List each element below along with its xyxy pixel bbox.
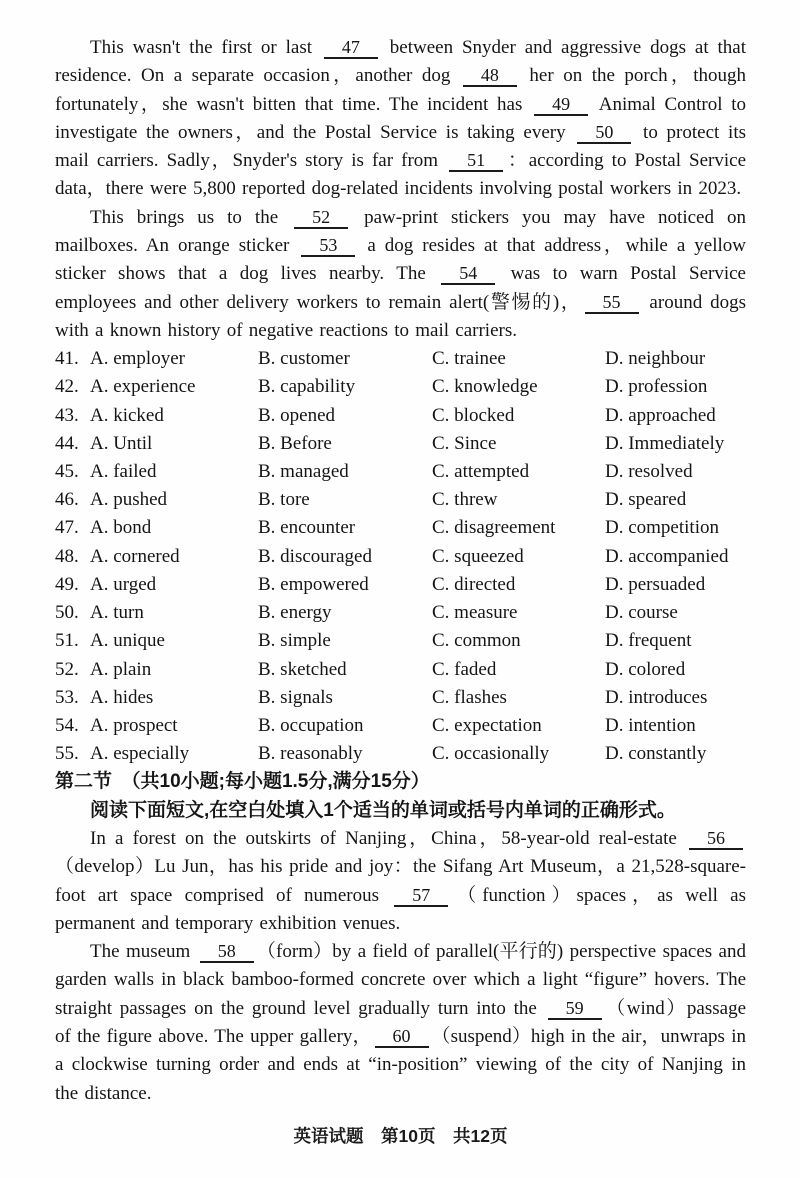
option-b: B. opened	[258, 404, 336, 426]
cloze-passage	[55, 34, 746, 345]
option-d: D. approached	[605, 404, 716, 426]
blank-49: 49	[534, 94, 588, 116]
option-d: D. accompanied	[605, 545, 729, 567]
option-a: A. kicked	[90, 404, 164, 426]
fill-in-paragraph-2: The museum 58 （form）by a field of parallel(平行的) perspective spaces and garden walls in black bamboo-formed concrete over which a light “figure” hovers. The straight passages on the ground level gradually turn into the 59 （wind）passage of the figure above. The upper gallery， 60 （suspend）high in the air，unwraps in a clockwise turning order and ends at “in-position” viewing of the city of Nanjing in the distance.	[55, 941, 747, 1104]
option-d: D. persuaded	[605, 573, 706, 595]
option-a: A. pushed	[90, 489, 168, 511]
question-number: 48.	[55, 545, 79, 567]
option-a: A. bond	[90, 517, 152, 539]
option-d: D. colored	[605, 658, 686, 680]
option-b: B. encounter	[258, 517, 356, 539]
option-b: B. sketched	[258, 658, 347, 680]
blank-60: 60	[375, 1026, 429, 1048]
question-number: 52.	[55, 658, 79, 680]
option-a: A. experience	[90, 376, 196, 398]
option-a: A. urged	[90, 573, 157, 595]
question-number: 41.	[55, 348, 79, 370]
option-b: B. signals	[258, 686, 333, 708]
option-b: B. Before	[258, 432, 332, 454]
blank-54: 54	[441, 263, 495, 285]
option-row	[55, 514, 746, 542]
option-c: C. faded	[432, 658, 497, 680]
option-c: C. common	[432, 630, 521, 652]
question-number: 49.	[55, 573, 79, 595]
option-d: D. competition	[605, 517, 719, 539]
blank-55: 55	[585, 292, 639, 314]
option-a: A. plain	[90, 658, 152, 680]
blank-48: 48	[463, 65, 517, 87]
cloze-paragraph-2: This brings us to the 52 paw-print stickers you may have noticed on mailboxes. An orange sticker 53 a dog resides at that address，while a yellow sticker shows that a dog lives nearby. The 54 was to warn Postal Service employees and other delivery workers to remain alert(警惕的)， 55 around dogs with a known history of negative reactions to mail carriers.	[55, 206, 746, 341]
option-c: C. measure	[432, 602, 518, 624]
option-row	[55, 373, 746, 401]
question-number: 42.	[55, 376, 79, 398]
option-b: B. tore	[258, 489, 310, 511]
option-c: C. squeezed	[432, 545, 524, 567]
blank-50: 50	[577, 122, 631, 144]
option-row	[55, 684, 746, 712]
blank-57: 57	[394, 885, 448, 907]
option-d: D. constantly	[605, 743, 707, 765]
option-c: C. Since	[432, 432, 497, 454]
blank-53: 53	[301, 235, 355, 257]
option-row	[55, 345, 746, 373]
option-c: C. flashes	[432, 686, 507, 708]
option-row	[55, 740, 746, 768]
blank-56: 56	[689, 828, 743, 850]
option-d: D. introduces	[605, 686, 708, 708]
option-c: C. attempted	[432, 461, 530, 483]
option-row	[55, 402, 746, 430]
blank-52: 52	[294, 207, 348, 229]
option-row	[55, 599, 746, 627]
option-b: B. capability	[258, 376, 356, 398]
option-d: D. Immediately	[605, 432, 725, 454]
blank-51: 51	[449, 150, 503, 172]
option-a: A. failed	[90, 461, 157, 483]
option-c: C. knowledge	[432, 376, 538, 398]
option-b: B. discouraged	[258, 545, 372, 567]
option-a: A. employer	[90, 348, 185, 370]
option-row	[55, 430, 746, 458]
option-c: C. directed	[432, 573, 516, 595]
fill-in-paragraph-1: In a forest on the outskirts of Nanjing，China，58-year-old real-estate 56（develop）Lu Jun，has his pride and joy：the Sifang Art Museum，a 21,528-square-foot art space comprised of numerous 57 （function）spaces，as well as permanent and temporary exhibition venues.	[55, 827, 746, 934]
option-row	[55, 627, 746, 655]
option-c: C. expectation	[432, 714, 542, 736]
section-2-heading: 第二节 （共10小题;每小题1.5分,满分15分）	[55, 771, 430, 793]
question-number: 46.	[55, 489, 79, 511]
question-number: 51.	[55, 630, 79, 652]
option-row	[55, 458, 746, 486]
option-d: D. frequent	[605, 630, 692, 652]
option-a: A. especially	[90, 743, 190, 765]
option-c: C. blocked	[432, 404, 515, 426]
options-table	[55, 345, 746, 768]
option-d: D. neighbour	[605, 348, 706, 370]
option-a: A. turn	[90, 602, 144, 624]
option-row	[55, 571, 746, 599]
option-b: B. simple	[258, 630, 331, 652]
option-d: D. resolved	[605, 461, 693, 483]
option-b: B. reasonably	[258, 743, 363, 765]
question-number: 54.	[55, 714, 79, 736]
option-c: C. trainee	[432, 348, 506, 370]
section-2-instruction: 阅读下面短文,在空白处填入1个适当的单词或括号内单词的正确形式。	[90, 799, 676, 821]
question-number: 55.	[55, 743, 79, 765]
option-c: C. disagreement	[432, 517, 556, 539]
option-row	[55, 712, 746, 740]
option-a: A. hides	[90, 686, 154, 708]
option-c: C. occasionally	[432, 743, 550, 765]
option-d: D. speared	[605, 489, 687, 511]
option-d: D. intention	[605, 714, 696, 736]
blank-47: 47	[324, 37, 378, 59]
option-b: B. occupation	[258, 714, 364, 736]
option-row	[55, 543, 746, 571]
option-a: A. unique	[90, 630, 165, 652]
question-number: 47.	[55, 517, 79, 539]
option-a: A. Until	[90, 432, 153, 454]
option-d: D. profession	[605, 376, 708, 398]
option-b: B. energy	[258, 602, 332, 624]
page-footer: 英语试题 第10页 共12页	[293, 1125, 508, 1146]
option-a: A. prospect	[90, 714, 178, 736]
question-number: 44.	[55, 432, 79, 454]
option-c: C. threw	[432, 489, 498, 511]
question-number: 43.	[55, 404, 79, 426]
cloze-paragraph-1: This wasn't the first or last 47 between Snyder and aggressive dogs at that residence. On a separate occasion，another dog 48 her on the porch，though fortunately，she wasn't bitten that time. The incident has 49 Animal Control to investigate the owners，and the Postal Service is taking every 50 to protect its mail carriers. Sadly，Snyder's story is far from 51 ：according to Postal Service data，there were 5,800 reported dog-related incidents involving postal workers in 2023.	[55, 37, 747, 200]
option-row	[55, 486, 746, 514]
fill-in-passage	[55, 825, 746, 1108]
option-b: B. customer	[258, 348, 350, 370]
blank-59: 59	[548, 998, 602, 1020]
option-b: B. managed	[258, 461, 349, 483]
option-row	[55, 656, 746, 684]
option-a: A. cornered	[90, 545, 180, 567]
question-number: 45.	[55, 461, 79, 483]
blank-58: 58	[200, 941, 254, 963]
option-b: B. empowered	[258, 573, 369, 595]
question-number: 50.	[55, 602, 79, 624]
option-d: D. course	[605, 602, 678, 624]
question-number: 53.	[55, 686, 79, 708]
